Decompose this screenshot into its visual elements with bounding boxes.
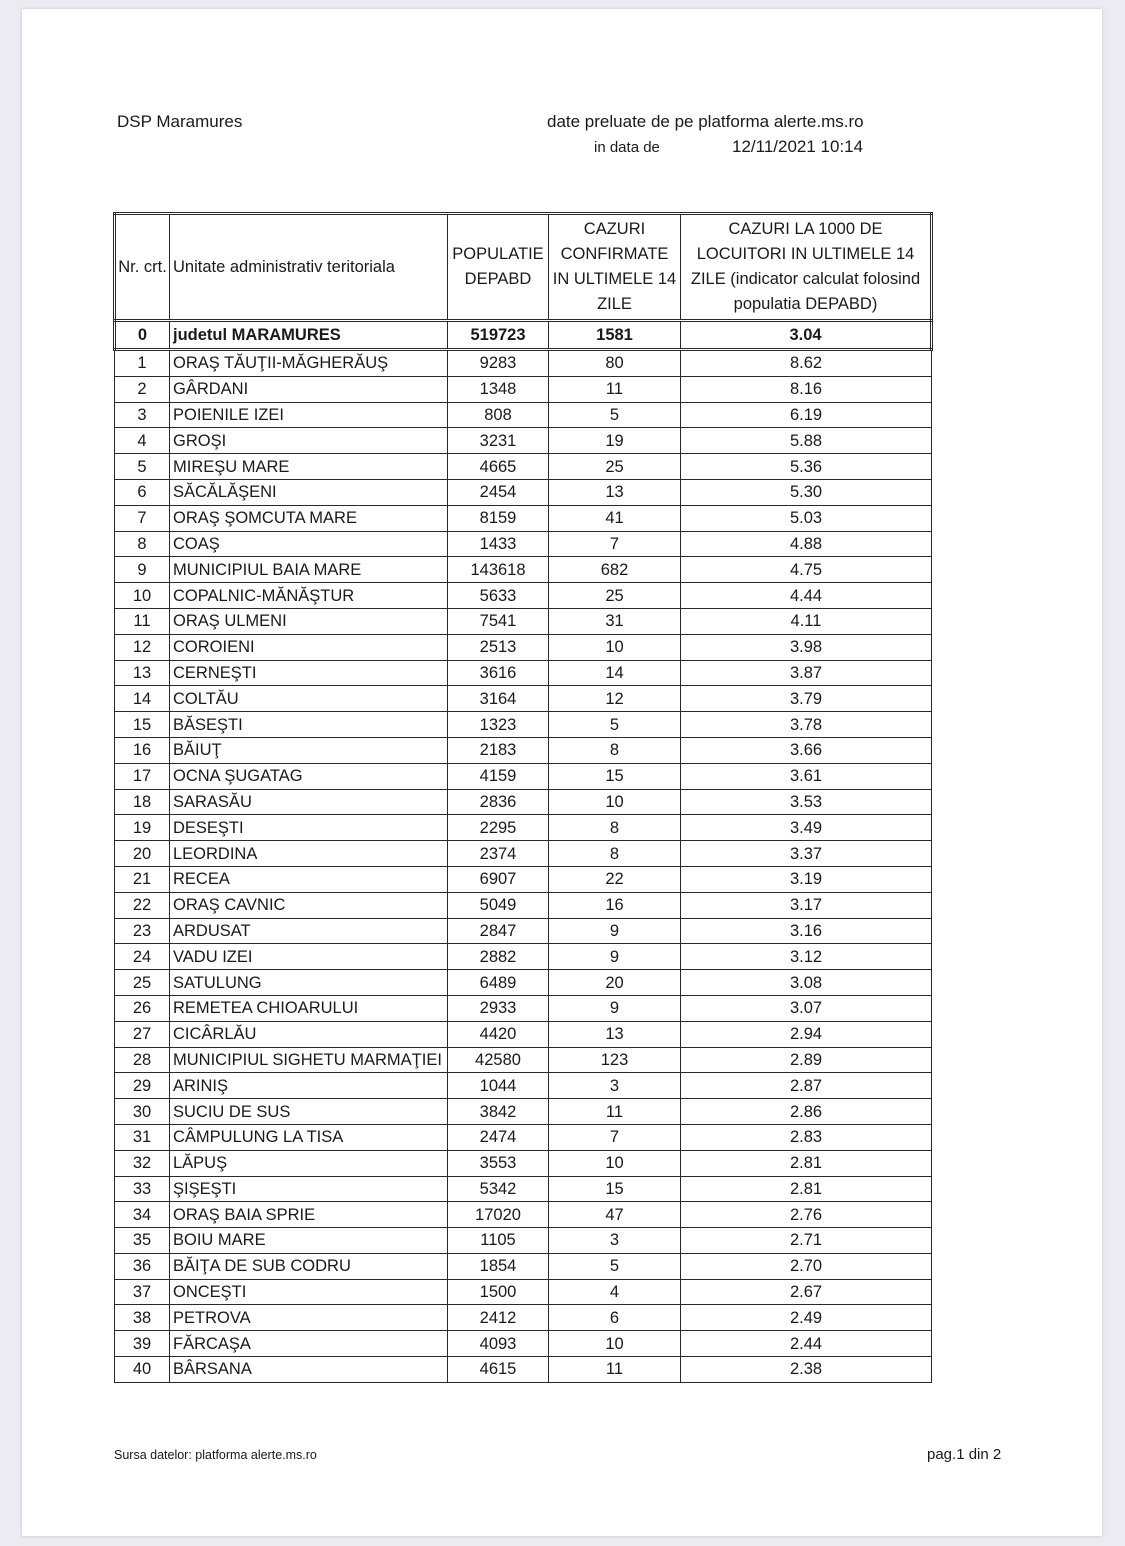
cell-unit-name: CÂMPULUNG LA TISA bbox=[170, 1124, 448, 1150]
column-header-cases: CAZURI CONFIRMATE IN ULTIMELE 14 ZILE bbox=[549, 214, 681, 321]
cases-table bbox=[113, 212, 933, 1383]
cell-cases: 1581 bbox=[549, 321, 681, 350]
cell-population: 519723 bbox=[448, 321, 549, 350]
cell-rate: 3.16 bbox=[681, 918, 932, 944]
cell-population: 2513 bbox=[448, 634, 549, 660]
cell-cases: 10 bbox=[549, 1150, 681, 1176]
table-row bbox=[115, 995, 932, 1021]
cell-nr: 4 bbox=[115, 428, 170, 454]
cell-nr: 39 bbox=[115, 1331, 170, 1357]
cell-unit-name: DESEŞTI bbox=[170, 815, 448, 841]
cell-unit-name: CICÂRLĂU bbox=[170, 1021, 448, 1047]
cell-cases: 5 bbox=[549, 712, 681, 738]
cell-nr: 21 bbox=[115, 866, 170, 892]
cell-rate: 5.30 bbox=[681, 479, 932, 505]
cell-nr: 26 bbox=[115, 995, 170, 1021]
cell-nr: 24 bbox=[115, 944, 170, 970]
cell-unit-name: RECEA bbox=[170, 866, 448, 892]
cell-rate: 3.12 bbox=[681, 944, 932, 970]
cell-population: 1500 bbox=[448, 1279, 549, 1305]
table-row bbox=[115, 350, 932, 377]
cell-cases: 80 bbox=[549, 350, 681, 377]
cell-rate: 4.11 bbox=[681, 608, 932, 634]
column-header-nr: Nr. crt. bbox=[115, 214, 170, 321]
cell-population: 2836 bbox=[448, 789, 549, 815]
table-row bbox=[115, 686, 932, 712]
cell-cases: 16 bbox=[549, 892, 681, 918]
cell-population: 3231 bbox=[448, 428, 549, 454]
cell-rate: 3.04 bbox=[681, 321, 932, 350]
cell-population: 17020 bbox=[448, 1202, 549, 1228]
cell-nr: 7 bbox=[115, 505, 170, 531]
cell-nr: 36 bbox=[115, 1253, 170, 1279]
cell-unit-name: ONCEŞTI bbox=[170, 1279, 448, 1305]
table-row bbox=[115, 970, 932, 996]
cell-population: 3553 bbox=[448, 1150, 549, 1176]
cell-cases: 7 bbox=[549, 531, 681, 557]
cell-cases: 13 bbox=[549, 1021, 681, 1047]
table-row bbox=[115, 789, 932, 815]
cell-unit-name: PETROVA bbox=[170, 1305, 448, 1331]
cell-unit-name: BÂRSANA bbox=[170, 1357, 448, 1383]
cell-unit-name: POIENILE IZEI bbox=[170, 402, 448, 428]
cell-rate: 2.81 bbox=[681, 1150, 932, 1176]
cell-rate: 8.62 bbox=[681, 350, 932, 377]
cell-nr: 30 bbox=[115, 1099, 170, 1125]
table-row bbox=[115, 1202, 932, 1228]
cell-rate: 3.07 bbox=[681, 995, 932, 1021]
cell-rate: 2.71 bbox=[681, 1228, 932, 1254]
cell-nr: 20 bbox=[115, 841, 170, 867]
cell-nr: 27 bbox=[115, 1021, 170, 1047]
cell-unit-name: SARASĂU bbox=[170, 789, 448, 815]
cell-population: 1348 bbox=[448, 376, 549, 402]
cell-cases: 9 bbox=[549, 918, 681, 944]
cell-nr: 10 bbox=[115, 583, 170, 609]
cell-unit-name: LEORDINA bbox=[170, 841, 448, 867]
cell-unit-name: BĂIŢA DE SUB CODRU bbox=[170, 1253, 448, 1279]
cell-population: 3164 bbox=[448, 686, 549, 712]
cell-population: 2412 bbox=[448, 1305, 549, 1331]
cell-unit-name: MIREŞU MARE bbox=[170, 454, 448, 480]
table-row bbox=[115, 866, 932, 892]
cell-cases: 123 bbox=[549, 1047, 681, 1073]
table-row bbox=[115, 608, 932, 634]
cell-cases: 20 bbox=[549, 970, 681, 996]
cell-population: 1854 bbox=[448, 1253, 549, 1279]
cell-nr: 6 bbox=[115, 479, 170, 505]
cell-nr: 13 bbox=[115, 660, 170, 686]
table-row bbox=[115, 841, 932, 867]
table-row bbox=[115, 1099, 932, 1125]
cell-cases: 5 bbox=[549, 1253, 681, 1279]
column-header-unit: Unitate administrativ teritoriala bbox=[170, 214, 448, 321]
cell-unit-name: COAŞ bbox=[170, 531, 448, 557]
cell-cases: 10 bbox=[549, 789, 681, 815]
cell-cases: 22 bbox=[549, 866, 681, 892]
cell-unit-name: LĂPUŞ bbox=[170, 1150, 448, 1176]
cell-nr: 22 bbox=[115, 892, 170, 918]
table-row bbox=[115, 583, 932, 609]
cell-cases: 3 bbox=[549, 1073, 681, 1099]
table-header-row bbox=[115, 214, 932, 321]
cell-unit-name: COLTĂU bbox=[170, 686, 448, 712]
cell-rate: 3.49 bbox=[681, 815, 932, 841]
cell-cases: 8 bbox=[549, 815, 681, 841]
column-header-population: POPULATIE DEPABD bbox=[448, 214, 549, 321]
cell-cases: 5 bbox=[549, 402, 681, 428]
cell-population: 3616 bbox=[448, 660, 549, 686]
cell-cases: 11 bbox=[549, 376, 681, 402]
cell-cases: 10 bbox=[549, 1331, 681, 1357]
cell-cases: 11 bbox=[549, 1099, 681, 1125]
cell-unit-name: ORAŞ ULMENI bbox=[170, 608, 448, 634]
organization-name: DSP Maramures bbox=[117, 112, 243, 131]
cell-nr: 5 bbox=[115, 454, 170, 480]
table-row bbox=[115, 1150, 932, 1176]
cell-nr: 37 bbox=[115, 1279, 170, 1305]
cell-population: 4159 bbox=[448, 763, 549, 789]
table-row bbox=[115, 712, 932, 738]
cell-rate: 2.94 bbox=[681, 1021, 932, 1047]
cell-nr: 33 bbox=[115, 1176, 170, 1202]
cell-rate: 2.49 bbox=[681, 1305, 932, 1331]
cell-nr: 16 bbox=[115, 737, 170, 763]
cell-population: 6489 bbox=[448, 970, 549, 996]
cell-nr: 29 bbox=[115, 1073, 170, 1099]
table-row bbox=[115, 1176, 932, 1202]
cell-nr: 35 bbox=[115, 1228, 170, 1254]
table-row bbox=[115, 763, 932, 789]
cell-rate: 3.08 bbox=[681, 970, 932, 996]
cell-unit-name: ORAŞ ŞOMCUTA MARE bbox=[170, 505, 448, 531]
cell-cases: 25 bbox=[549, 454, 681, 480]
cell-nr: 31 bbox=[115, 1124, 170, 1150]
cell-nr: 18 bbox=[115, 789, 170, 815]
cell-population: 808 bbox=[448, 402, 549, 428]
cell-nr: 28 bbox=[115, 1047, 170, 1073]
cell-nr: 15 bbox=[115, 712, 170, 738]
cell-nr: 1 bbox=[115, 350, 170, 377]
cell-cases: 4 bbox=[549, 1279, 681, 1305]
cell-unit-name: MUNICIPIUL BAIA MARE bbox=[170, 557, 448, 583]
cell-cases: 31 bbox=[549, 608, 681, 634]
table-row bbox=[115, 1124, 932, 1150]
cell-population: 2183 bbox=[448, 737, 549, 763]
cell-unit-name: ORAŞ BAIA SPRIE bbox=[170, 1202, 448, 1228]
table-row bbox=[115, 428, 932, 454]
table-row bbox=[115, 479, 932, 505]
cell-rate: 6.19 bbox=[681, 402, 932, 428]
page-number: pag.1 din 2 bbox=[927, 1446, 1002, 1463]
cell-cases: 8 bbox=[549, 841, 681, 867]
cell-population: 9283 bbox=[448, 350, 549, 377]
cell-population: 4420 bbox=[448, 1021, 549, 1047]
cell-unit-name: VADU IZEI bbox=[170, 944, 448, 970]
table-row bbox=[115, 1228, 932, 1254]
cell-population: 1433 bbox=[448, 531, 549, 557]
column-header-rate: CAZURI LA 1000 DE LOCUITORI IN ULTIMELE 14 ZILE (indicator calculat folosind populatia DEPABD) bbox=[681, 214, 932, 321]
source-note: date preluate de pe platforma alerte.ms.ro bbox=[547, 112, 864, 131]
cell-rate: 4.88 bbox=[681, 531, 932, 557]
cell-nr: 11 bbox=[115, 608, 170, 634]
footer-source: Sursa datelor: platforma alerte.ms.ro bbox=[114, 1448, 317, 1462]
cell-cases: 12 bbox=[549, 686, 681, 712]
cell-nr: 14 bbox=[115, 686, 170, 712]
cell-rate: 8.16 bbox=[681, 376, 932, 402]
table-row bbox=[115, 454, 932, 480]
cell-unit-name: COROIENI bbox=[170, 634, 448, 660]
cell-unit-name: judetul MARAMURES bbox=[170, 321, 448, 350]
cell-unit-name: SĂCĂLĂŞENI bbox=[170, 479, 448, 505]
table-row bbox=[115, 1021, 932, 1047]
cell-population: 2847 bbox=[448, 918, 549, 944]
cell-rate: 4.44 bbox=[681, 583, 932, 609]
date-label: in data de bbox=[594, 139, 660, 156]
cell-rate: 3.37 bbox=[681, 841, 932, 867]
cell-nr: 19 bbox=[115, 815, 170, 841]
cell-rate: 3.78 bbox=[681, 712, 932, 738]
cell-population: 5633 bbox=[448, 583, 549, 609]
cell-unit-name: OCNA ŞUGATAG bbox=[170, 763, 448, 789]
cell-unit-name: REMETEA CHIOARULUI bbox=[170, 995, 448, 1021]
cell-population: 2882 bbox=[448, 944, 549, 970]
cell-unit-name: GROŞI bbox=[170, 428, 448, 454]
cell-unit-name: COPALNIC-MĂNĂŞTUR bbox=[170, 583, 448, 609]
cell-population: 1323 bbox=[448, 712, 549, 738]
cell-population: 3842 bbox=[448, 1099, 549, 1125]
table-row bbox=[115, 1331, 932, 1357]
cell-population: 4093 bbox=[448, 1331, 549, 1357]
table-row bbox=[115, 660, 932, 686]
cell-cases: 3 bbox=[549, 1228, 681, 1254]
cell-cases: 41 bbox=[549, 505, 681, 531]
cell-nr: 34 bbox=[115, 1202, 170, 1228]
cell-cases: 11 bbox=[549, 1357, 681, 1383]
cell-population: 4615 bbox=[448, 1357, 549, 1383]
cell-nr: 2 bbox=[115, 376, 170, 402]
cell-rate: 2.76 bbox=[681, 1202, 932, 1228]
cell-unit-name: SATULUNG bbox=[170, 970, 448, 996]
cell-population: 143618 bbox=[448, 557, 549, 583]
table-row bbox=[115, 531, 932, 557]
cell-population: 5342 bbox=[448, 1176, 549, 1202]
table-row bbox=[115, 505, 932, 531]
cell-rate: 3.19 bbox=[681, 866, 932, 892]
cell-cases: 15 bbox=[549, 1176, 681, 1202]
cell-nr: 23 bbox=[115, 918, 170, 944]
cell-nr: 3 bbox=[115, 402, 170, 428]
cell-cases: 9 bbox=[549, 995, 681, 1021]
cell-unit-name: FĂRCAŞA bbox=[170, 1331, 448, 1357]
cell-unit-name: GÂRDANI bbox=[170, 376, 448, 402]
cell-population: 1044 bbox=[448, 1073, 549, 1099]
cell-population: 2454 bbox=[448, 479, 549, 505]
cell-unit-name: BĂIUŢ bbox=[170, 737, 448, 763]
cell-cases: 6 bbox=[549, 1305, 681, 1331]
cell-unit-name: ŞIŞEŞTI bbox=[170, 1176, 448, 1202]
cell-rate: 2.81 bbox=[681, 1176, 932, 1202]
cell-rate: 5.88 bbox=[681, 428, 932, 454]
cell-cases: 14 bbox=[549, 660, 681, 686]
cell-population: 1105 bbox=[448, 1228, 549, 1254]
cell-cases: 8 bbox=[549, 737, 681, 763]
table-row bbox=[115, 815, 932, 841]
cell-cases: 25 bbox=[549, 583, 681, 609]
cell-unit-name: CERNEŞTI bbox=[170, 660, 448, 686]
cell-cases: 19 bbox=[549, 428, 681, 454]
cell-unit-name: MUNICIPIUL SIGHETU MARMAŢIEI bbox=[170, 1047, 448, 1073]
cell-unit-name: ORAŞ TĂUŢII-MĂGHERĂUŞ bbox=[170, 350, 448, 377]
cell-nr: 8 bbox=[115, 531, 170, 557]
cell-rate: 2.70 bbox=[681, 1253, 932, 1279]
table-row bbox=[115, 376, 932, 402]
cell-unit-name: ORAŞ CAVNIC bbox=[170, 892, 448, 918]
table-row bbox=[115, 944, 932, 970]
cell-rate: 2.86 bbox=[681, 1099, 932, 1125]
cell-rate: 3.87 bbox=[681, 660, 932, 686]
table-row bbox=[115, 1047, 932, 1073]
cell-nr: 38 bbox=[115, 1305, 170, 1331]
cell-nr: 0 bbox=[115, 321, 170, 350]
cell-rate: 3.17 bbox=[681, 892, 932, 918]
cell-rate: 2.89 bbox=[681, 1047, 932, 1073]
cell-unit-name: SUCIU DE SUS bbox=[170, 1099, 448, 1125]
table-row bbox=[115, 737, 932, 763]
cell-rate: 3.53 bbox=[681, 789, 932, 815]
cell-rate: 2.87 bbox=[681, 1073, 932, 1099]
cell-unit-name: ARDUSAT bbox=[170, 918, 448, 944]
cell-population: 42580 bbox=[448, 1047, 549, 1073]
cell-rate: 2.44 bbox=[681, 1331, 932, 1357]
cell-nr: 32 bbox=[115, 1150, 170, 1176]
county-total-row bbox=[115, 321, 932, 350]
cell-population: 4665 bbox=[448, 454, 549, 480]
table-row bbox=[115, 892, 932, 918]
table-row bbox=[115, 918, 932, 944]
cell-population: 8159 bbox=[448, 505, 549, 531]
cell-nr: 17 bbox=[115, 763, 170, 789]
cell-rate: 3.66 bbox=[681, 737, 932, 763]
cell-rate: 5.36 bbox=[681, 454, 932, 480]
cell-nr: 25 bbox=[115, 970, 170, 996]
cell-population: 2474 bbox=[448, 1124, 549, 1150]
table-row bbox=[115, 1073, 932, 1099]
cell-nr: 40 bbox=[115, 1357, 170, 1383]
cell-rate: 4.75 bbox=[681, 557, 932, 583]
table-row bbox=[115, 402, 932, 428]
table-row bbox=[115, 1305, 932, 1331]
cell-population: 2933 bbox=[448, 995, 549, 1021]
cell-cases: 47 bbox=[549, 1202, 681, 1228]
cell-cases: 7 bbox=[549, 1124, 681, 1150]
cell-rate: 5.03 bbox=[681, 505, 932, 531]
table-row bbox=[115, 1357, 932, 1383]
cell-population: 2374 bbox=[448, 841, 549, 867]
cell-cases: 9 bbox=[549, 944, 681, 970]
cell-rate: 2.67 bbox=[681, 1279, 932, 1305]
cell-population: 7541 bbox=[448, 608, 549, 634]
cell-population: 2295 bbox=[448, 815, 549, 841]
table-row bbox=[115, 634, 932, 660]
table-row bbox=[115, 1253, 932, 1279]
cell-cases: 682 bbox=[549, 557, 681, 583]
cell-unit-name: BOIU MARE bbox=[170, 1228, 448, 1254]
cell-unit-name: ARINIŞ bbox=[170, 1073, 448, 1099]
table-row bbox=[115, 1279, 932, 1305]
report-date: 12/11/2021 10:14 bbox=[732, 137, 864, 156]
cell-rate: 2.83 bbox=[681, 1124, 932, 1150]
cell-unit-name: BĂSEŞTI bbox=[170, 712, 448, 738]
cell-cases: 13 bbox=[549, 479, 681, 505]
cell-nr: 12 bbox=[115, 634, 170, 660]
cell-rate: 3.98 bbox=[681, 634, 932, 660]
cell-population: 5049 bbox=[448, 892, 549, 918]
cell-rate: 2.38 bbox=[681, 1357, 932, 1383]
cell-rate: 3.61 bbox=[681, 763, 932, 789]
cell-cases: 10 bbox=[549, 634, 681, 660]
cell-rate: 3.79 bbox=[681, 686, 932, 712]
table-row bbox=[115, 557, 932, 583]
cell-cases: 15 bbox=[549, 763, 681, 789]
cell-nr: 9 bbox=[115, 557, 170, 583]
cell-population: 6907 bbox=[448, 866, 549, 892]
